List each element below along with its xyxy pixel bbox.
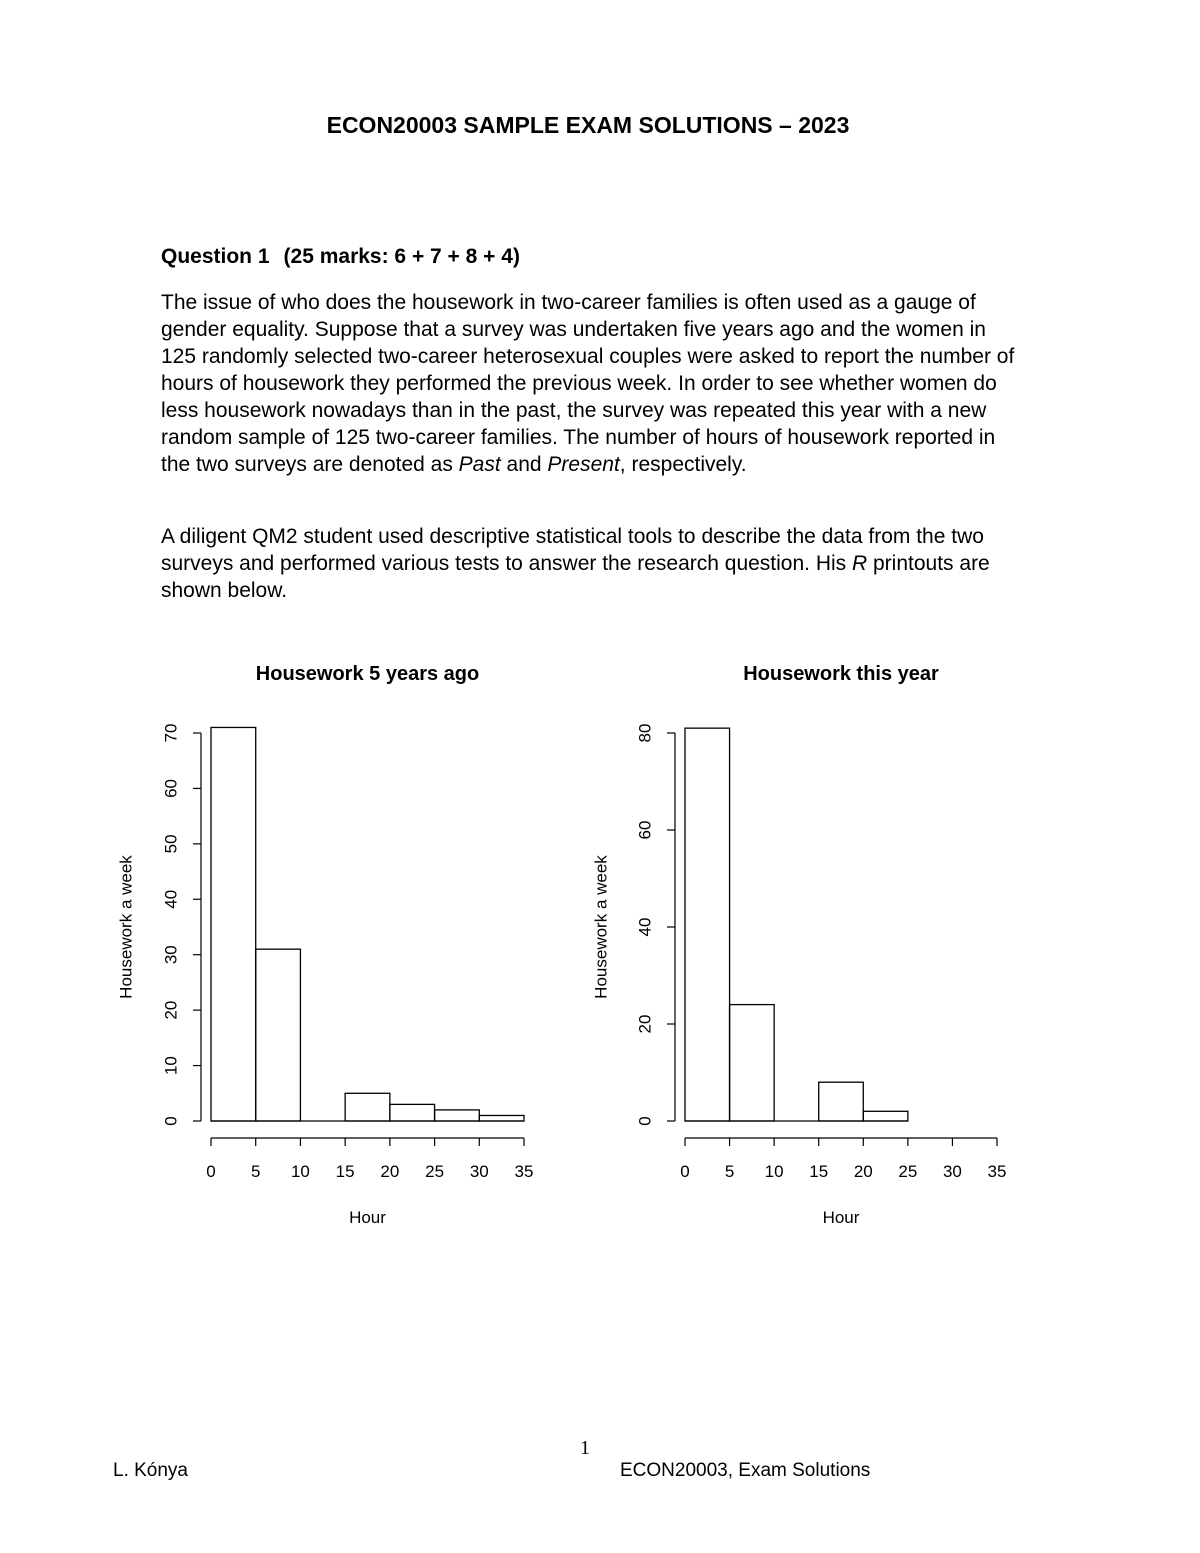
x-tick-label: 15 — [809, 1162, 829, 1181]
y-tick-label: 10 — [161, 1056, 181, 1076]
page-title: ECON20003 SAMPLE EXAM SOLUTIONS – 2023 — [326, 112, 850, 138]
paragraph-1-end: , respectively. — [619, 453, 747, 476]
y-tick-label: 30 — [161, 945, 181, 965]
histogram-bar — [256, 949, 301, 1121]
histogram-past — [100, 640, 560, 1240]
y-tick-label: 20 — [635, 1014, 655, 1034]
x-tick-label: 5 — [250, 1162, 261, 1181]
histogram-bar — [211, 727, 256, 1121]
x-tick-label: 10 — [290, 1162, 310, 1181]
chart-title: Housework 5 years ago — [255, 663, 480, 685]
question-paragraph-1 — [161, 289, 1021, 478]
footer-course: ECON20003, Exam Solutions — [620, 1460, 871, 1481]
paragraph-1-text: The issue of who does the housework in two-career families is often used as a gauge of gender equality. Suppose that a survey was undertaken five years ago and the women in 125 randomly selected two-career heterosexual couples were asked to report the number of hours of housework they performed the previous week. In order to see whether women do less housework nowadays than in the past, the survey was repeated this year with a new random sample of 125 two-career families. The number of hours of housework reported in the two surveys are denoted as — [161, 291, 1015, 476]
x-tick-label: 20 — [380, 1162, 400, 1181]
page-number: 1 — [580, 1437, 590, 1459]
x-tick-label: 5 — [724, 1162, 735, 1181]
x-tick-label: 30 — [942, 1162, 962, 1181]
question-paragraph-2 — [161, 523, 1021, 604]
histogram-bar — [345, 1093, 390, 1121]
question-heading — [161, 245, 520, 269]
histogram-bar — [435, 1110, 480, 1121]
present-term: Present — [547, 453, 620, 476]
histogram-bar — [685, 728, 730, 1121]
y-tick-label: 40 — [635, 917, 655, 937]
histogram-bar — [390, 1104, 435, 1121]
y-tick-label: 20 — [161, 1000, 181, 1020]
paragraph-1-and: and — [500, 453, 548, 476]
histogram-bar — [819, 1082, 864, 1121]
x-tick-label: 25 — [425, 1162, 445, 1181]
x-tick-label: 0 — [680, 1162, 690, 1181]
question-label: Question 1 — [161, 245, 270, 268]
histogram-present — [575, 640, 1035, 1240]
x-tick-label: 35 — [987, 1162, 1007, 1181]
x-tick-label: 15 — [335, 1162, 355, 1181]
y-axis-label: Housework a week — [116, 855, 136, 999]
x-axis-label: Hour — [822, 1208, 860, 1227]
y-tick-label: 60 — [635, 820, 655, 840]
x-tick-label: 30 — [469, 1162, 489, 1181]
x-tick-label: 0 — [206, 1162, 216, 1181]
x-axis-label: Hour — [349, 1208, 386, 1227]
past-term: Past — [458, 453, 501, 476]
histogram-bar — [863, 1111, 908, 1121]
y-tick-label: 0 — [635, 1116, 655, 1126]
x-tick-label: 20 — [853, 1162, 873, 1181]
histogram-bar — [730, 1005, 775, 1121]
x-tick-label: 25 — [898, 1162, 918, 1181]
x-tick-label: 10 — [764, 1162, 784, 1181]
footer-author: L. Kónya — [113, 1460, 188, 1481]
y-tick-label: 40 — [161, 889, 181, 909]
y-tick-label: 60 — [161, 778, 181, 798]
paragraph-2-text: A diligent QM2 student used descriptive statistical tools to describe the data from the two surveys and performed various tests to answer the research question. His — [161, 525, 984, 575]
y-tick-label: 50 — [161, 834, 181, 854]
y-tick-label: 80 — [635, 723, 655, 743]
y-tick-label: 0 — [161, 1116, 181, 1126]
question-marks: (25 marks: 6 + 7 + 8 + 4) — [283, 245, 520, 268]
y-axis-label: Housework a week — [591, 855, 611, 999]
y-tick-label: 70 — [161, 723, 181, 743]
r-term: R — [852, 552, 868, 575]
paragraph-2-end: printouts are shown below. — [161, 552, 990, 602]
chart-title: Housework this year — [743, 663, 939, 685]
histogram-bar — [479, 1115, 524, 1121]
x-tick-label: 35 — [514, 1162, 534, 1181]
